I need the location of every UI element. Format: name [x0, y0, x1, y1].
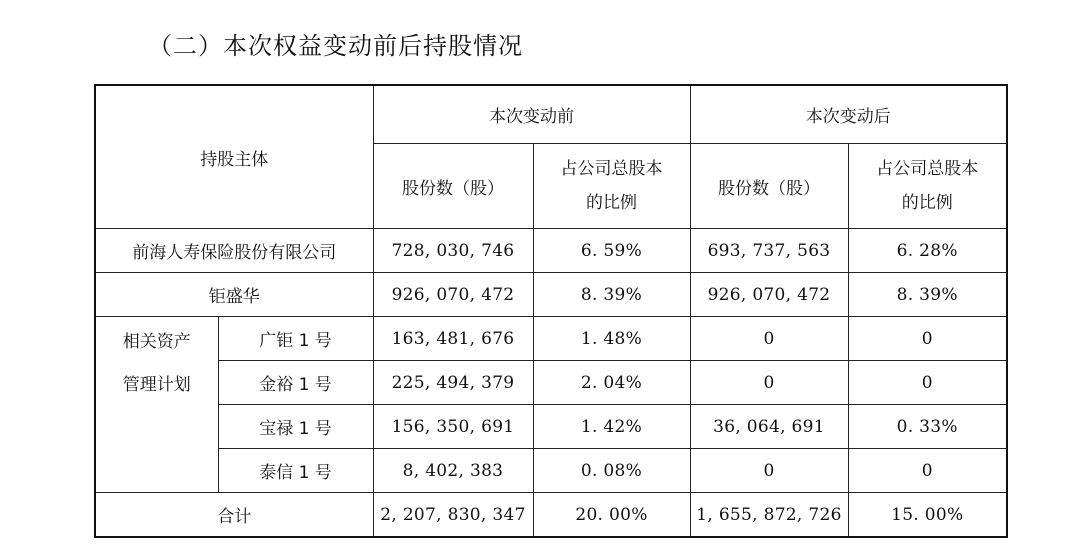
before-shares: 156, 350, 691 [373, 405, 533, 449]
before-shares: 926, 070, 472 [373, 273, 533, 317]
total-after-shares: 1, 655, 872, 726 [690, 493, 848, 538]
table-row [95, 317, 1007, 361]
after-shares: 0 [690, 361, 848, 405]
group-label-line2: 管理计划 [122, 375, 191, 395]
before-shares: 163, 481, 676 [373, 317, 533, 361]
table-row [95, 405, 1007, 449]
total-before-shares: 2, 207, 830, 347 [373, 493, 533, 538]
header-holder: 持股主体 [95, 85, 373, 229]
after-ratio: 0 [848, 449, 1007, 493]
after-ratio: 0 [848, 317, 1007, 361]
table-row [95, 361, 1007, 405]
after-shares: 36, 064, 691 [690, 405, 848, 449]
section-title: （二）本次权益变动前后持股情况 [148, 32, 523, 60]
after-shares: 0 [690, 449, 848, 493]
header-row-1 [95, 85, 1007, 144]
after-shares: 0 [690, 317, 848, 361]
after-shares: 693, 737, 563 [690, 229, 848, 273]
holder-name: 泰信 1 号 [218, 449, 373, 493]
header-before-shares: 股份数（股） [373, 144, 533, 229]
table-row [95, 273, 1007, 317]
header-after-ratio [848, 144, 1007, 229]
shareholding-table [94, 84, 1008, 538]
before-shares: 728, 030, 746 [373, 229, 533, 273]
table-row [95, 229, 1007, 273]
header-before-ratio [533, 144, 690, 229]
after-shares: 926, 070, 472 [690, 273, 848, 317]
header-before: 本次变动前 [373, 85, 690, 144]
group-label-line1: 相关资产 [122, 332, 191, 352]
group-label [95, 317, 218, 493]
holder-name: 钜盛华 [95, 273, 373, 317]
header-ratio-line2: 的比例 [586, 193, 637, 213]
before-ratio: 0. 08% [533, 449, 690, 493]
holder-name: 宝禄 1 号 [218, 405, 373, 449]
before-shares: 225, 494, 379 [373, 361, 533, 405]
after-ratio: 0 [848, 361, 1007, 405]
after-ratio: 0. 33% [848, 405, 1007, 449]
before-ratio: 1. 42% [533, 405, 690, 449]
header-ratio-line1: 占公司总股本 [560, 159, 663, 179]
header-after-shares: 股份数（股） [690, 144, 848, 229]
before-ratio: 6. 59% [533, 229, 690, 273]
holder-name: 前海人寿保险股份有限公司 [95, 229, 373, 273]
before-shares: 8, 402, 383 [373, 449, 533, 493]
header-ratio-line2: 的比例 [901, 193, 953, 213]
after-ratio: 8. 39% [848, 273, 1007, 317]
total-row [95, 493, 1007, 538]
after-ratio: 6. 28% [848, 229, 1007, 273]
before-ratio: 8. 39% [533, 273, 690, 317]
table-row [95, 449, 1007, 493]
header-after: 本次变动后 [690, 85, 1007, 144]
total-label: 合计 [95, 493, 373, 538]
before-ratio: 1. 48% [533, 317, 690, 361]
total-after-ratio: 15. 00% [848, 493, 1007, 538]
holder-name: 广钜 1 号 [218, 317, 373, 361]
holder-name: 金裕 1 号 [218, 361, 373, 405]
before-ratio: 2. 04% [533, 361, 690, 405]
header-ratio-line1: 占公司总股本 [876, 159, 979, 179]
total-before-ratio: 20. 00% [533, 493, 690, 538]
